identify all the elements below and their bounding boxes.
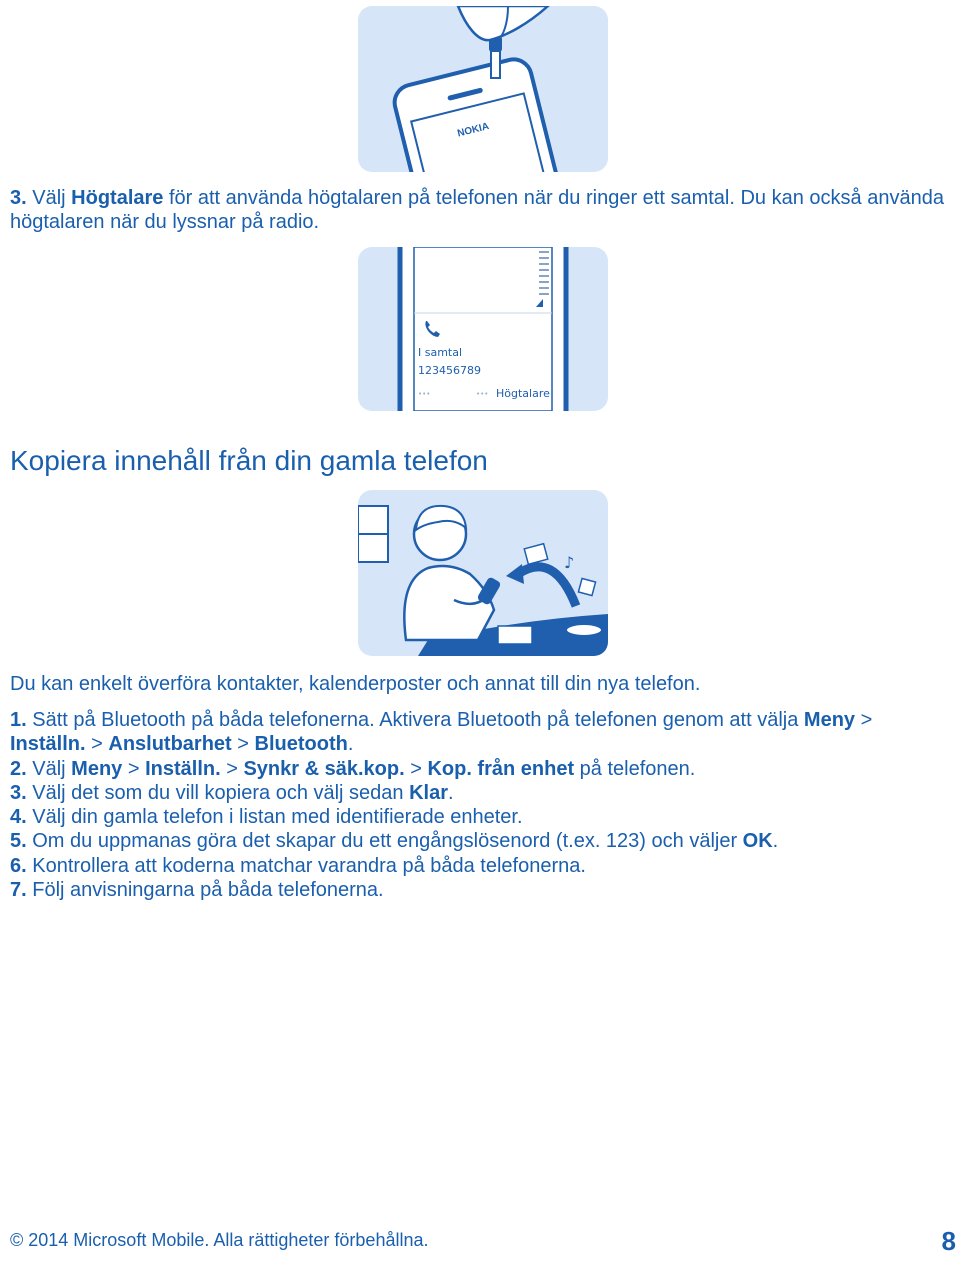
step3-paragraph — [10, 186, 950, 234]
step-1 — [10, 708, 950, 757]
step-1-settings: Inställn. — [10, 733, 86, 756]
step-2-menu: Meny — [71, 757, 123, 780]
step3-number: 3. — [10, 187, 27, 209]
step-3-number: 3. — [10, 781, 27, 804]
nokia-logo: NOKIA — [456, 121, 491, 140]
step3-bold-hogtalare: Högtalare — [71, 187, 164, 209]
step-1-sep2: > — [85, 733, 109, 756]
step-2-settings: Inställn. — [145, 757, 221, 780]
step3-text-pre: Välj — [32, 187, 66, 209]
step-4 — [10, 805, 950, 829]
copy-content-illustration — [358, 490, 608, 656]
intro-paragraph: Du kan enkelt överföra kontakter, kalenderposter och annat till din nya telefon. — [10, 673, 701, 695]
step-6 — [10, 854, 950, 878]
step-2-sep2: > — [220, 757, 244, 780]
softkey-left-dots: ••• — [418, 390, 431, 398]
step-1-bluetooth: Bluetooth — [254, 733, 348, 756]
step-6-number: 6. — [10, 854, 27, 877]
step-2-sep1: > — [122, 757, 146, 780]
step-2-number: 2. — [10, 757, 27, 780]
step-5-end: . — [772, 830, 779, 853]
step-4-text: Välj din gamla telefon i listan med identifierade enheter. — [26, 806, 523, 829]
call-number: 123456789 — [418, 364, 481, 377]
step-2-text: Välj — [26, 757, 72, 780]
section-heading: Kopiera innehåll från din gamla telefon — [10, 445, 488, 476]
step-1-end: . — [347, 733, 354, 756]
step-2-copy-from-device: Kop. från enhet — [427, 757, 575, 780]
step-1-sep1: > — [855, 709, 873, 731]
step-5-number: 5. — [10, 830, 27, 853]
step-5 — [10, 829, 950, 853]
step-2-sep3: > — [404, 757, 428, 780]
headset-illustration — [358, 6, 608, 172]
step-5-ok: OK — [742, 830, 773, 853]
step-7-number: 7. — [10, 879, 27, 902]
softkey-mid-dots: ••• — [476, 390, 489, 398]
step-5-text: Om du uppmanas göra det skapar du ett engångslösenord (t.ex. 123) och väljer — [26, 830, 743, 853]
page-number: 8 — [941, 1226, 956, 1256]
steps-list — [10, 708, 950, 902]
step-1-number: 1. — [10, 709, 27, 731]
step-3 — [10, 781, 950, 805]
step3-text-post: för att använda högtalaren på telefonen när du ringer ett samtal. Du kan också använda högtalaren när du lyssnar på radio. — [10, 187, 944, 233]
photo-icon — [524, 544, 547, 565]
step-7-text: Följ anvisningarna på båda telefonerna. — [26, 879, 384, 902]
speaker-softkey: Högtalare — [496, 387, 550, 400]
music-note-icon: ♪ — [564, 553, 575, 572]
step-1-menu: Meny — [803, 709, 856, 731]
step-2-end: på telefonen. — [574, 757, 696, 780]
step-1-connectivity: Anslutbarhet — [108, 733, 232, 756]
step-1-text: Sätt på Bluetooth på båda telefonerna. Aktivera Bluetooth på telefonen genom att välja — [26, 709, 804, 731]
step-3-end: . — [448, 781, 454, 804]
step-1-sep3: > — [231, 733, 255, 756]
copyright-footer: © 2014 Microsoft Mobile. Alla rättigheter förbehållna. — [10, 1230, 429, 1250]
call-screen-illustration — [358, 247, 608, 411]
step-3-text: Välj det som du vill kopiera och välj sedan — [26, 781, 410, 804]
step-6-text: Kontrollera att koderna matchar varandra på båda telefonerna. — [26, 854, 586, 877]
call-status: I samtal — [418, 346, 463, 359]
step-2 — [10, 757, 950, 781]
step-2-sync-backup: Synkr & säk.kop. — [243, 757, 405, 780]
video-icon — [578, 578, 595, 595]
step-4-number: 4. — [10, 806, 27, 829]
step-7 — [10, 878, 950, 902]
step-3-done: Klar — [409, 781, 449, 804]
